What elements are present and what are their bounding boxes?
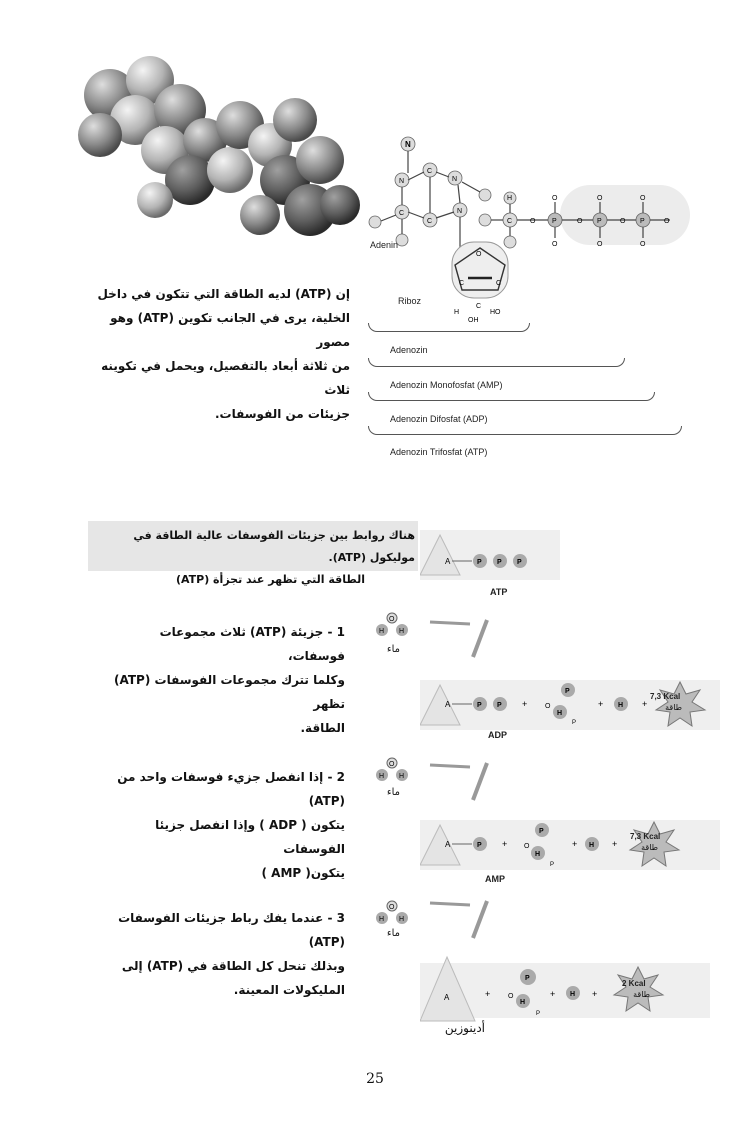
svg-text:H: H	[570, 991, 576, 998]
svg-text:O: O	[640, 195, 646, 202]
svg-text:O: O	[389, 761, 395, 768]
svg-text:O: O	[552, 241, 558, 248]
amp-reaction	[420, 820, 720, 875]
svg-text:C: C	[459, 280, 465, 287]
svg-text:N: N	[399, 178, 405, 185]
bracket-label-amp: Adenozin Monofosfat (AMP)	[390, 380, 503, 390]
svg-text:H: H	[379, 628, 385, 635]
svg-text:H: H	[618, 702, 624, 709]
water-molecule-icon	[370, 755, 415, 785]
bracket-adenozin	[368, 323, 530, 332]
svg-text:C: C	[427, 218, 433, 225]
svg-text:+: +	[572, 839, 578, 849]
paragraph-line: الخلية، يرى في الجانب تكوين (ATP) وهو مصور	[110, 311, 350, 349]
step-1-text	[100, 620, 345, 740]
svg-text:H: H	[399, 773, 405, 780]
hydrolysis-arrow	[425, 755, 505, 805]
svg-text:C: C	[427, 168, 433, 175]
svg-text:O: O	[389, 616, 395, 623]
step-line: الطاقة.	[300, 721, 345, 735]
hydrolysis-arrow	[425, 612, 505, 662]
step-line: 3 - عندما يفك رباط جزيئات الفوسفات (ATP)	[118, 911, 345, 949]
intro-line: هناك روابط بين جزيئات الفوسفات عالية الطاقة في موليكول (ATP).	[133, 529, 415, 564]
svg-text:H: H	[557, 710, 563, 717]
svg-text:+: +	[592, 989, 598, 999]
svg-text:+: +	[522, 699, 528, 709]
step-3-text	[100, 906, 345, 1002]
bracket-atp	[368, 426, 682, 435]
page-number: 25	[366, 1071, 384, 1087]
svg-text:O: O	[524, 843, 530, 850]
svg-text:A: A	[445, 700, 451, 709]
svg-text:O: O	[597, 241, 603, 248]
svg-text:+: +	[598, 699, 604, 709]
paragraph-line: إن (ATP) لديه الطاقة التي تتكون في داخل	[97, 287, 350, 301]
svg-text:+: +	[612, 839, 618, 849]
svg-text:H: H	[507, 195, 513, 202]
svg-text:C: C	[476, 303, 482, 310]
bracket-label-adenozin: Adenozin	[390, 345, 428, 355]
water-molecule-icon	[370, 610, 415, 640]
amp-label: AMP	[485, 874, 505, 884]
svg-text:H: H	[520, 999, 526, 1006]
energy-value-3: 2 Kcal	[622, 979, 646, 988]
svg-text:P: P	[525, 975, 530, 982]
bracket-adp	[368, 392, 655, 401]
svg-text:H: H	[399, 628, 405, 635]
svg-text:P: P	[536, 1011, 541, 1017]
riboz-label: Riboz	[398, 296, 422, 306]
svg-text:A: A	[445, 840, 451, 849]
step-line: وكلما تترك مجموعات الفوسفات (ATP) تظهر	[114, 673, 345, 711]
svg-text:A: A	[444, 993, 450, 1002]
svg-text:H: H	[379, 916, 385, 923]
svg-text:A: A	[445, 557, 451, 566]
svg-text:C: C	[496, 280, 502, 287]
svg-text:O: O	[597, 195, 603, 202]
step-line: المليكولات المعينة.	[233, 983, 345, 997]
svg-text:O: O	[389, 904, 395, 911]
svg-text:+: +	[550, 989, 556, 999]
svg-text:O: O	[577, 218, 583, 225]
svg-text:C: C	[399, 210, 405, 217]
svg-text:O: O	[640, 241, 646, 248]
energy-word-3: طاقة	[633, 990, 650, 999]
svg-text:P: P	[477, 559, 482, 566]
svg-text:O: O	[508, 993, 514, 1000]
paragraph-line: من ثلاثة أبعاد بالتفصيل، ويحمل في تكوينه ثلاث	[101, 359, 350, 397]
svg-text:P: P	[497, 559, 502, 566]
step-line: وبذلك تنحل كل الطاقة في (ATP) إلى	[121, 959, 345, 973]
svg-text:HO: HO	[490, 309, 501, 316]
intro-line: الطاقة التي تظهر عند تجزأة (ATP)	[175, 573, 365, 586]
svg-text:C: C	[507, 218, 513, 225]
svg-text:H: H	[535, 851, 541, 858]
svg-text:H: H	[454, 309, 460, 316]
energy-value-2: 7,3 Kcal	[630, 832, 661, 841]
hydrolysis-arrow	[425, 893, 505, 943]
water-label: ماء	[386, 787, 400, 798]
energy-word-1: طاقة	[665, 703, 682, 712]
intro-box-text	[92, 525, 415, 591]
step-2-text	[100, 765, 345, 885]
adp-label: ADP	[488, 730, 508, 740]
svg-text:P: P	[640, 218, 645, 225]
bracket-label-atp: Adenozin Trifosfat (ATP)	[390, 447, 488, 457]
atp-3d-molecule-image	[55, 40, 365, 250]
svg-text:N: N	[405, 140, 411, 149]
svg-text:P: P	[477, 842, 482, 849]
svg-text:O: O	[476, 251, 482, 258]
svg-text:H: H	[379, 773, 385, 780]
bracket-label-adp: Adenozin Difosfat (ADP)	[390, 414, 488, 424]
atp-description-paragraph	[95, 282, 350, 426]
adenosine-reaction	[420, 955, 710, 1027]
step-line: يتكون ( ADP ) وإذا انفصل جزيئا الفوسفات	[155, 818, 345, 856]
atp-label: ATP	[490, 587, 508, 597]
step-line: يتكون( AMP )	[261, 866, 345, 880]
bracket-amp	[368, 358, 625, 367]
adenin-label: Adenin	[370, 240, 399, 250]
svg-text:+: +	[642, 699, 648, 709]
svg-text:H: H	[399, 916, 405, 923]
step-line: 1 - جزيئة (ATP) ثلاث مجموعات فوسفات،	[159, 625, 345, 663]
svg-text:O: O	[552, 195, 558, 202]
paragraph-line: جزيئات من الفوسفات.	[214, 407, 350, 421]
water-molecule-icon	[370, 898, 415, 928]
svg-text:P: P	[477, 702, 482, 709]
water-label: ماء	[386, 928, 400, 939]
svg-text:P: P	[597, 218, 602, 225]
svg-text:P: P	[565, 688, 570, 695]
svg-text:+: +	[502, 839, 508, 849]
svg-text:N: N	[452, 176, 458, 183]
svg-text:O: O	[530, 218, 536, 225]
adenosine-label: أدينوزين	[444, 1021, 485, 1035]
svg-text:P: P	[539, 828, 544, 835]
svg-text:N: N	[457, 208, 463, 215]
energy-value-1: 7,3 Kcal	[650, 692, 681, 701]
water-label: ماء	[386, 644, 400, 655]
svg-text:P: P	[550, 862, 555, 868]
svg-text:OH: OH	[468, 317, 479, 324]
energy-word-2: طاقة	[641, 843, 658, 852]
step-line: 2 - إذا انفصل جزيء فوسفات واحد من (ATP)	[117, 770, 345, 808]
svg-text:O: O	[545, 703, 551, 710]
svg-text:H: H	[589, 842, 595, 849]
svg-text:P: P	[552, 218, 557, 225]
svg-text:P: P	[572, 720, 577, 726]
svg-text:P: P	[517, 559, 522, 566]
svg-text:+: +	[485, 989, 491, 999]
svg-text:O: O	[620, 218, 626, 225]
svg-text:O: O	[664, 218, 670, 225]
svg-text:P: P	[497, 702, 502, 709]
